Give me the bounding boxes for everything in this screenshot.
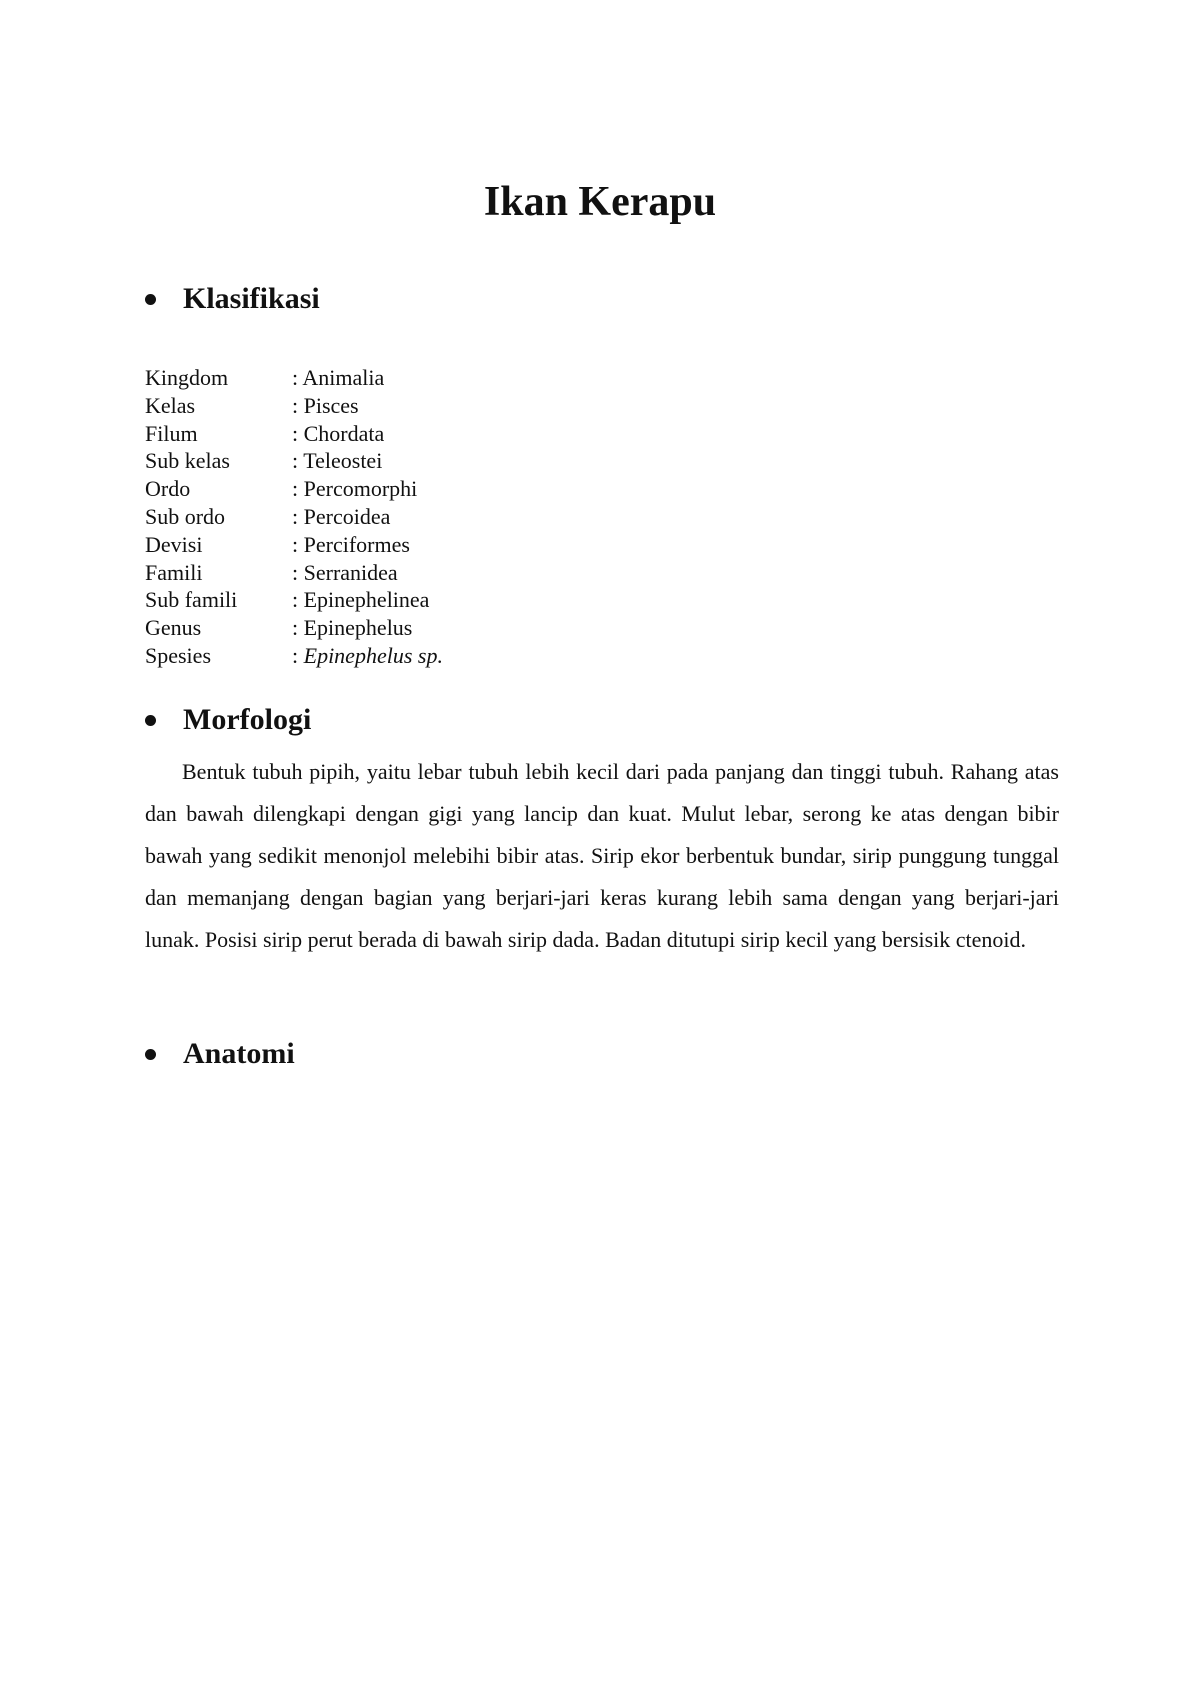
document-title: Ikan Kerapu — [483, 179, 717, 225]
classification-row — [145, 614, 443, 642]
classification-row — [145, 447, 443, 475]
classification-row — [145, 475, 443, 503]
taxon-value: : Perciformes — [292, 531, 410, 557]
taxon-value: : Serranidea — [292, 559, 398, 585]
classification-row — [145, 531, 443, 559]
taxon-value: : Pisces — [292, 392, 359, 418]
bullet-icon — [145, 294, 156, 305]
rank-label: Ordo — [145, 476, 191, 502]
bullet-icon — [145, 715, 156, 726]
rank-label: Spesies — [145, 642, 211, 668]
classification-row — [145, 420, 443, 448]
rank-label: Famili — [145, 559, 203, 585]
taxon-value-species: Epinephelus sp. — [303, 642, 443, 668]
section-heading-label: Klasifikasi — [183, 282, 320, 315]
section-heading-label: Morfologi — [183, 703, 312, 736]
section-heading-label: Anatomi — [183, 1037, 295, 1070]
rank-label: Sub ordo — [145, 503, 226, 529]
rank-label: Sub famili — [145, 587, 238, 613]
taxon-value: : Percoidea — [292, 503, 391, 529]
section-heading-klasifikasi — [145, 280, 320, 318]
taxon-value: : Teleostei — [292, 448, 383, 474]
classification-row — [145, 364, 443, 392]
taxon-value: : Epinephelinea — [292, 587, 430, 613]
rank-label: Kingdom — [145, 365, 229, 390]
classification-row — [145, 392, 443, 420]
classification-row — [145, 586, 443, 614]
taxon-prefix: : — [292, 642, 304, 668]
classification-row — [145, 503, 443, 531]
classification-row — [145, 559, 443, 587]
taxon-value: : Chordata — [292, 420, 385, 446]
classification-list — [145, 364, 443, 670]
taxon-value: : Epinephelus — [292, 615, 413, 641]
rank-label: Genus — [145, 615, 202, 641]
taxon-value: : Percomorphi — [292, 476, 418, 502]
morfologi-paragraph: Bentuk tubuh pipih, yaitu lebar tubuh lebih kecil dari pada panjang dan tinggi tubuh. Rahang atas dan bawah dilengkapi dengan gigi yang lancip dan kuat. Mulut lebar, serong ke atas dengan bibir bawah yang sedikit menonjol melebihi bibir atas. Sirip ekor berbentuk bundar, sirip punggung tunggal dan memanjang dengan bagian yang berjari-jari keras kurang lebih sama dengan yang berjari-jari lunak. Posisi sirip perut berada di bawah sirip dada. Badan ditutupi sirip kecil yang bersisik ctenoid. — [145, 759, 1059, 952]
rank-label: Sub kelas — [145, 448, 230, 474]
taxon-value: : Animalia — [292, 365, 385, 390]
rank-label: Filum — [145, 420, 198, 446]
classification-row — [145, 642, 443, 670]
rank-label: Kelas — [145, 392, 196, 418]
section-heading-anatomi — [145, 1035, 295, 1073]
bullet-icon — [145, 1049, 156, 1060]
section-heading-morfologi — [145, 701, 311, 739]
rank-label: Devisi — [145, 531, 203, 557]
